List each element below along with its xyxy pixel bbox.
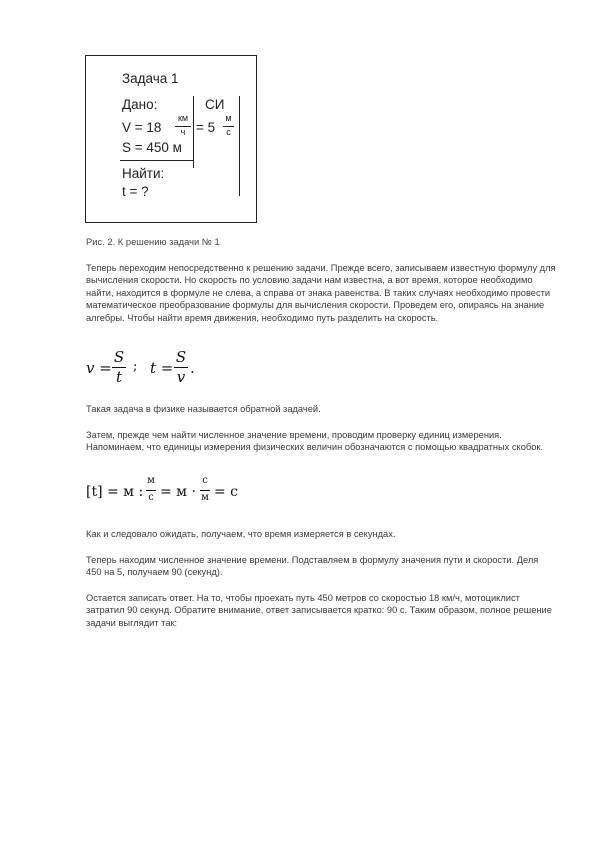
paragraph-3: Затем, прежде чем найти численное значение времени, проводим проверку единиц измерения. Напоминаем, что единицы измерения физических величин обозначаются с помощью квадратных скобок.	[86, 430, 544, 453]
formula-unit-fraction1-numerator: м	[147, 475, 155, 486]
velocity-given: V = 18	[122, 120, 162, 135]
si-divider	[193, 96, 194, 168]
formula-fraction2-numerator: S	[175, 348, 187, 366]
find-value: t = ?	[122, 184, 149, 199]
formula-v-lhs: v =	[86, 359, 112, 377]
task-figure	[85, 55, 257, 223]
distance-given: S = 450 м	[122, 140, 182, 155]
velocity-unit-denominator: ч	[180, 127, 186, 137]
velocity-unit-numerator: км	[177, 113, 189, 123]
formula-unit-fraction1-denominator: с	[148, 492, 154, 503]
formula-unit-fraction2-numerator: с	[202, 475, 208, 486]
formula-fraction2-denominator: v	[176, 368, 186, 386]
formula-unit-lhs: [t] = м :	[86, 484, 144, 500]
formula-t-lhs: t =	[150, 359, 174, 377]
right-divider	[239, 96, 240, 196]
formula-fraction1-numerator: S	[113, 348, 125, 366]
given-label: Дано:	[122, 97, 158, 112]
si-velocity-value: = 5	[196, 120, 216, 135]
formula-unit-fraction2-bar	[200, 490, 210, 491]
si-unit-numerator: м	[225, 113, 232, 123]
paragraph-2: Такая задача в физике называется обратной задачей.	[86, 404, 321, 414]
formula-unit-fraction1-bar	[146, 490, 156, 491]
si-label: СИ	[205, 97, 225, 112]
formula-speed-time	[86, 346, 226, 390]
figure-title: Задача 1	[122, 71, 179, 86]
formula-end-period: .	[190, 359, 195, 377]
paragraph-5: Теперь находим численное значение времени. Подставляем в формулу значения пути и скорости. Деля 450 на 5, получаем 90 (секунд).	[86, 555, 539, 578]
formula-unit-middle: = м ·	[160, 484, 196, 500]
formula-unit-fraction2-denominator: м	[201, 492, 209, 503]
paragraph-6: Остается записать ответ. На то, чтобы проехать путь 450 метров со скоростью 18 км/ч, мотоциклист затратил 90 секунд. Обратите внимание, ответ записывается кратко: 90 с. Таким образом, полное решение задачи выглядит так:	[86, 593, 552, 628]
formula-unit-check	[86, 472, 246, 512]
paragraph-1: Теперь переходим непосредственно к решению задачи. Прежде всего, записываем известную формулу для вычисления скорости. Но скорость по условию задачи нам известна, а вот время, которое необходимо найти, находится в формуле не слева, а справа от знака равенства. В таких случаях необходимо провести математическое преобразование формулы для вычисления скорости. Проведем его, опираясь на знание алгебры. Чтобы найти время движения, необходимо путь разделить на скорость.	[86, 263, 556, 323]
given-underline	[120, 160, 194, 161]
find-label: Найти:	[122, 166, 165, 181]
si-unit-denominator: с	[226, 127, 231, 137]
figure-caption: Рис. 2. К решению задачи № 1	[86, 236, 220, 247]
formula-fraction1-denominator: t	[115, 368, 123, 386]
formula-separator: ;	[133, 359, 138, 374]
paragraph-4: Как и следовало ожидать, получаем, что время измеряется в секундах.	[86, 529, 396, 539]
formula-unit-rhs: = с	[214, 484, 239, 500]
